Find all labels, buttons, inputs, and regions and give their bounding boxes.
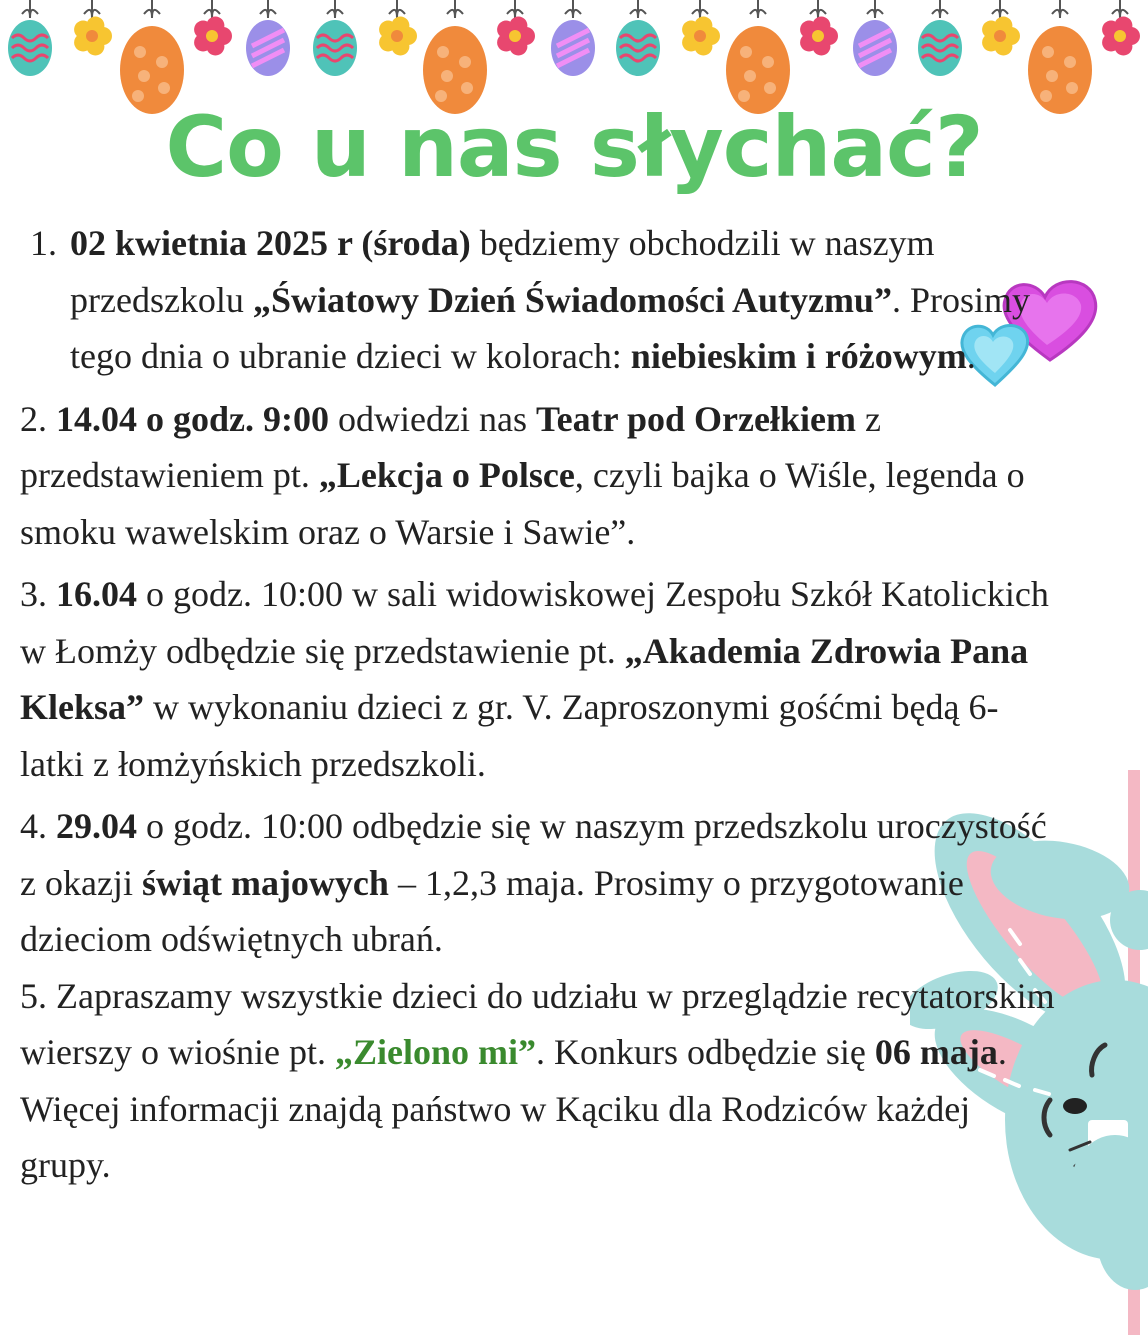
page-title: Co u nas słychać? — [165, 98, 983, 196]
highlight-text: 14.04 o godz. 9:00 — [56, 398, 329, 439]
highlight-text: 06 maja — [874, 1032, 998, 1072]
item-number: 2. — [20, 398, 47, 439]
flower-icon — [1102, 0, 1140, 55]
highlight-text: niebieskim i różowym — [630, 336, 967, 376]
body-text: o godz. 10:00 w sali widowiskowej Zespołu Szkół Katolickich w Łomży odbędzie się przedstawienie pt. — [20, 574, 1049, 671]
easter-egg-icon — [551, 0, 595, 76]
flower-icon — [682, 0, 720, 55]
item-number: 5. — [20, 975, 47, 1016]
easter-egg-icon — [616, 0, 660, 76]
highlight-text: „Lekcja o Polsce — [318, 455, 575, 495]
easter-egg-icon — [246, 0, 290, 76]
body-text: . Więcej informacji znajdą państwo w Kąciku dla Rodziców każdej grupy. — [20, 1032, 1007, 1185]
item-text — [20, 976, 1055, 1186]
body-text: będziemy obchodzili w naszym przedszkolu — [70, 223, 935, 320]
highlight-text: 29.04 — [56, 806, 137, 846]
body-text: . Konkurs odbędzie się — [535, 1032, 875, 1072]
body-text: Zapraszamy wszystkie dzieci do udziału w przeglądzie recytatorskim wierszy o wiośnie pt. — [20, 975, 1055, 1072]
body-text: o godz. 10:00 odbędzie się w naszym przedszkolu uroczystość z okazji — [20, 806, 1047, 903]
easter-egg-icon — [8, 0, 52, 76]
easter-egg-icon — [120, 0, 184, 114]
flower-icon — [497, 0, 535, 55]
easter-egg-icon — [853, 0, 897, 76]
body-text: z przedstawieniem pt. — [20, 398, 881, 495]
easter-egg-icon — [918, 0, 962, 76]
body-text: . Prosimy tego dnia o ubranie dzieci w kolorach: — [70, 279, 1030, 376]
announcement-list — [20, 215, 1060, 1194]
item-text — [70, 223, 1030, 376]
highlight-text: „Akademia Zdrowia Pana Kleksa” — [20, 630, 1029, 727]
flower-icon — [74, 0, 112, 55]
highlight-text: Teatr pod Orzełkiem — [535, 398, 856, 439]
easter-egg-icon — [1028, 0, 1092, 114]
list-item — [20, 798, 1060, 968]
flower-icon — [982, 0, 1020, 55]
flower-icon — [800, 0, 838, 55]
body-text: w wykonaniu dzieci z gr. V. Zaproszonymi gośćmi będą 6-latki z łomżyńskich przedszkoli. — [20, 687, 999, 784]
easter-egg-icon — [726, 0, 790, 114]
list-item — [20, 968, 1060, 1194]
item-text — [20, 399, 1025, 552]
highlight-text: 16.04 — [56, 574, 137, 614]
item-number: 3. — [20, 574, 47, 614]
highlight-text: 02 kwietnia 2025 r (środa) — [70, 223, 471, 263]
body-text: – 1,2,3 maja. Prosimy o przygotowanie dzieciom odświętnych ubrań. — [20, 862, 964, 959]
list-item — [20, 215, 1060, 385]
bunny-eye-icon — [1063, 1098, 1087, 1114]
item-number: 1. — [30, 223, 57, 263]
item-text — [20, 806, 1047, 959]
body-text: , czyli bajka o Wiśle, legenda o smoku wawelskim oraz o Warsie i Sawie”. — [20, 455, 1025, 552]
highlight-text: świąt majowych — [141, 862, 389, 903]
list-item — [20, 391, 1060, 561]
flower-icon — [379, 0, 417, 55]
item-text — [20, 574, 1049, 784]
highlight-text: „Zielono mi” — [334, 1032, 536, 1072]
flower-icon — [194, 0, 232, 55]
body-text: . — [966, 336, 976, 376]
highlight-text: „Światowy Dzień Świadomości Autyzmu” — [252, 279, 892, 320]
item-number: 4. — [20, 806, 47, 846]
easter-egg-icon — [423, 0, 487, 114]
list-item — [20, 566, 1060, 792]
body-text: odwiedzi nas — [329, 398, 536, 439]
easter-egg-icon — [313, 0, 357, 76]
